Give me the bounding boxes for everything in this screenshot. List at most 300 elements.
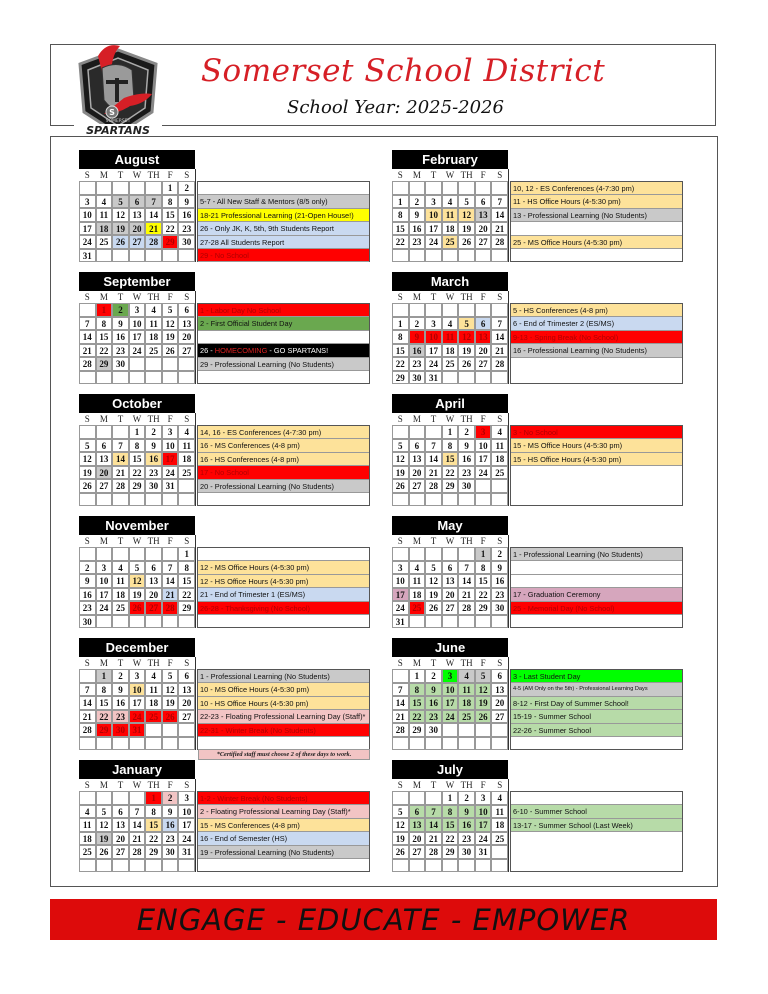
day-cell: 21 xyxy=(79,710,96,724)
spartan-helmet-icon xyxy=(68,42,168,140)
week-row xyxy=(392,195,508,209)
day-cell xyxy=(79,669,96,683)
day-cell: 10 xyxy=(129,683,146,697)
day-cell: 3 xyxy=(392,561,409,575)
day-cell: 12 xyxy=(96,818,113,832)
day-cell xyxy=(96,425,113,439)
footer-banner xyxy=(50,899,717,940)
week-row xyxy=(79,479,195,493)
day-cell: 30 xyxy=(178,235,195,249)
day-cell: 10 xyxy=(178,805,195,819)
weekday-label: TH xyxy=(460,658,473,668)
event-note: 19 - Professional Learning (No Students) xyxy=(198,846,369,859)
day-cell: 18 xyxy=(112,588,129,602)
month-title: July xyxy=(392,760,508,779)
day-cell: 25 xyxy=(442,357,459,371)
day-cell xyxy=(178,479,195,493)
week-row xyxy=(392,357,508,371)
day-cell: 28 xyxy=(392,723,409,737)
day-cell: 10 xyxy=(96,574,113,588)
day-cell: 21 xyxy=(112,466,129,480)
day-cell: 9 xyxy=(145,439,162,453)
day-cell: 6 xyxy=(129,195,146,209)
day-cell xyxy=(162,547,179,561)
day-cell: 20 xyxy=(129,222,146,236)
day-cell: 8 xyxy=(145,805,162,819)
day-cell xyxy=(129,737,146,751)
weekday-label: M xyxy=(99,170,108,180)
weekday-label: T xyxy=(117,170,124,180)
day-cell: 10 xyxy=(425,330,442,344)
day-cell: 27 xyxy=(129,235,146,249)
month-notes xyxy=(197,181,370,262)
event-note: 21 - End of Trimester 1 (ES/MS) xyxy=(198,588,369,601)
day-cell xyxy=(425,181,442,195)
day-cell: 2 xyxy=(491,547,508,561)
note-empty xyxy=(511,792,682,805)
day-cell: 21 xyxy=(129,832,146,846)
event-note: 2 - Floating Professional Learning Day (Staff)* xyxy=(198,805,369,818)
weekday-header xyxy=(392,169,508,181)
day-cell: 8 xyxy=(442,439,459,453)
day-cell: 25 xyxy=(145,344,162,358)
day-cell: 20 xyxy=(442,588,459,602)
day-cell xyxy=(112,547,129,561)
day-cell: 2 xyxy=(178,181,195,195)
day-cell: 12 xyxy=(162,683,179,697)
day-cell xyxy=(178,371,195,385)
day-cell: 20 xyxy=(178,696,195,710)
day-cell: 2 xyxy=(112,669,129,683)
weekday-label: M xyxy=(412,658,421,668)
day-cell xyxy=(442,547,459,561)
month-notes xyxy=(510,669,683,750)
day-cell: 2 xyxy=(425,669,442,683)
month-january xyxy=(79,760,379,878)
day-cell xyxy=(409,791,426,805)
day-cell xyxy=(112,371,129,385)
day-cell xyxy=(491,371,508,385)
weekday-label: S xyxy=(397,170,403,180)
weekday-label: T xyxy=(117,780,124,790)
week-row xyxy=(392,425,508,439)
day-cell: 4 xyxy=(79,805,96,819)
day-cell: 27 xyxy=(475,235,492,249)
day-cell xyxy=(96,371,113,385)
event-note: 6 - End of Trimester 2 (ES/MS) xyxy=(511,317,682,330)
weekday-label: S xyxy=(397,658,403,668)
day-cell: 10 xyxy=(475,805,492,819)
day-cell: 12 xyxy=(475,683,492,697)
day-cell: 5 xyxy=(162,669,179,683)
weekday-label: M xyxy=(412,780,421,790)
day-cell: 27 xyxy=(409,845,426,859)
week-row xyxy=(392,479,508,493)
weekday-label: F xyxy=(167,780,173,790)
day-cell: 12 xyxy=(79,452,96,466)
day-cell xyxy=(442,859,459,873)
day-cell: 1 xyxy=(96,669,113,683)
day-cell: 3 xyxy=(162,425,179,439)
day-cell xyxy=(425,859,442,873)
weekday-label: S xyxy=(397,780,403,790)
day-cell xyxy=(129,493,146,507)
day-cell: 2 xyxy=(162,791,179,805)
week-row xyxy=(79,832,195,846)
weekday-label: S xyxy=(397,536,403,546)
day-cell xyxy=(491,493,508,507)
day-cell: 18 xyxy=(178,452,195,466)
event-note: 18-21 Professional Learning (21-Open House!) xyxy=(198,209,369,222)
day-cell xyxy=(112,249,129,263)
weekday-header xyxy=(79,779,195,791)
weekday-label: S xyxy=(497,658,503,668)
day-cell xyxy=(392,249,409,263)
day-cell: 28 xyxy=(79,357,96,371)
weekday-label: F xyxy=(167,414,173,424)
day-cell: 21 xyxy=(79,344,96,358)
weekday-label: M xyxy=(99,536,108,546)
day-cell: 31 xyxy=(425,371,442,385)
event-note: 29 - Professional Learning (No Students) xyxy=(198,358,369,371)
day-cell: 8 xyxy=(96,317,113,331)
month-grid xyxy=(79,779,196,872)
weekday-label: TH xyxy=(147,292,160,302)
event-note: 5 - HS Conferences (4-8 pm) xyxy=(511,304,682,317)
weekday-label: S xyxy=(184,292,190,302)
day-cell: 25 xyxy=(491,466,508,480)
week-row xyxy=(79,466,195,480)
day-cell: 8 xyxy=(475,561,492,575)
week-row xyxy=(79,818,195,832)
week-row xyxy=(392,696,508,710)
event-note: 20 - Professional Learning (No Students) xyxy=(198,480,369,493)
note-empty xyxy=(198,182,369,195)
week-row xyxy=(392,615,508,629)
day-cell: 13 xyxy=(96,452,113,466)
day-cell: 14 xyxy=(491,208,508,222)
day-cell: 24 xyxy=(442,710,459,724)
week-row xyxy=(392,710,508,724)
day-cell: 18 xyxy=(409,588,426,602)
day-cell: 27 xyxy=(178,344,195,358)
week-row xyxy=(79,601,195,615)
day-cell: 3 xyxy=(129,669,146,683)
day-cell: 13 xyxy=(475,208,492,222)
day-cell: 11 xyxy=(458,683,475,697)
day-cell: 13 xyxy=(145,574,162,588)
day-cell xyxy=(442,737,459,751)
day-cell: 24 xyxy=(178,832,195,846)
weekday-label: S xyxy=(184,414,190,424)
weekday-label: S xyxy=(497,170,503,180)
day-cell: 17 xyxy=(425,222,442,236)
day-cell: 4 xyxy=(145,303,162,317)
day-cell: 3 xyxy=(442,669,459,683)
day-cell xyxy=(129,249,146,263)
day-cell xyxy=(145,723,162,737)
event-note: 16 - Professional Learning (No Students) xyxy=(511,344,682,357)
day-cell xyxy=(475,303,492,317)
day-cell: 28 xyxy=(425,845,442,859)
weekday-label: T xyxy=(430,414,437,424)
day-cell: 17 xyxy=(475,452,492,466)
day-cell: 16 xyxy=(458,818,475,832)
day-cell: 16 xyxy=(425,696,442,710)
december-footnote: *Certified staff must choose 2 of these days to work. xyxy=(198,749,370,760)
day-cell xyxy=(96,737,113,751)
day-cell: 23 xyxy=(409,235,426,249)
month-title: April xyxy=(392,394,508,413)
day-cell: 23 xyxy=(425,710,442,724)
week-row xyxy=(392,588,508,602)
day-cell: 7 xyxy=(79,683,96,697)
day-cell: 7 xyxy=(425,439,442,453)
day-cell: 6 xyxy=(96,439,113,453)
week-row xyxy=(392,439,508,453)
day-cell: 29 xyxy=(178,601,195,615)
day-cell: 25 xyxy=(178,466,195,480)
day-cell: 24 xyxy=(475,466,492,480)
day-cell xyxy=(392,791,409,805)
day-cell: 22 xyxy=(392,235,409,249)
day-cell: 3 xyxy=(178,791,195,805)
day-cell xyxy=(129,181,146,195)
event-note: 1 - Professional Learning (No Students) xyxy=(198,670,369,683)
weekday-label: T xyxy=(430,780,437,790)
event-note: 14, 16 - ES Conferences (4-7:30 pm) xyxy=(198,426,369,439)
day-cell: 6 xyxy=(409,805,426,819)
month-grid xyxy=(79,291,196,384)
weekday-label: W xyxy=(132,170,142,180)
event-note: 26-28 - Thanksgiving (No School) xyxy=(198,602,369,615)
day-cell: 17 xyxy=(178,818,195,832)
day-cell: 22 xyxy=(442,832,459,846)
weekday-label: T xyxy=(117,536,124,546)
day-cell xyxy=(178,357,195,371)
day-cell xyxy=(458,249,475,263)
day-cell xyxy=(79,371,96,385)
day-cell: 9 xyxy=(409,208,426,222)
day-cell: 4 xyxy=(409,561,426,575)
day-cell xyxy=(442,615,459,629)
day-cell: 8 xyxy=(392,330,409,344)
day-cell: 19 xyxy=(475,696,492,710)
month-june xyxy=(392,638,692,756)
weekday-label: T xyxy=(430,658,437,668)
event-note: 17 - No School xyxy=(198,466,369,479)
day-cell xyxy=(96,249,113,263)
day-cell: 29 xyxy=(392,371,409,385)
day-cell: 12 xyxy=(162,317,179,331)
weekday-label: S xyxy=(497,536,503,546)
weekday-label: S xyxy=(84,170,90,180)
week-row xyxy=(392,561,508,575)
week-row xyxy=(79,710,195,724)
day-cell: 20 xyxy=(475,344,492,358)
weekday-label: W xyxy=(132,292,142,302)
day-cell: 4 xyxy=(96,195,113,209)
day-cell: 6 xyxy=(475,195,492,209)
day-cell xyxy=(409,547,426,561)
day-cell: 1 xyxy=(409,669,426,683)
week-row xyxy=(392,723,508,737)
day-cell: 15 xyxy=(178,574,195,588)
day-cell: 11 xyxy=(409,574,426,588)
week-row xyxy=(392,222,508,236)
weekday-label: W xyxy=(445,658,455,668)
day-cell xyxy=(475,181,492,195)
day-cell: 27 xyxy=(112,845,129,859)
day-cell xyxy=(79,859,96,873)
event-note: 11 - HS Office Hours (4-5:30 pm) xyxy=(511,195,682,208)
week-row xyxy=(79,574,195,588)
weekday-header xyxy=(392,657,508,669)
week-row xyxy=(79,615,195,629)
day-cell: 23 xyxy=(162,832,179,846)
day-cell: 22 xyxy=(145,832,162,846)
month-title: January xyxy=(79,760,195,779)
month-grid xyxy=(392,779,509,872)
event-note: 26 - HOMECOMING - GO SPARTANS! xyxy=(198,344,369,357)
day-cell: 15 xyxy=(392,344,409,358)
weekday-label: TH xyxy=(460,414,473,424)
event-note: 16 - MS Conferences (4-8 pm) xyxy=(198,439,369,452)
weekday-label: T xyxy=(117,292,124,302)
week-row xyxy=(79,737,195,751)
day-cell: 5 xyxy=(392,805,409,819)
weekday-label: F xyxy=(480,170,486,180)
day-cell xyxy=(162,493,179,507)
week-row xyxy=(79,723,195,737)
week-row xyxy=(392,371,508,385)
weekday-label: W xyxy=(445,292,455,302)
day-cell xyxy=(145,737,162,751)
day-cell: 29 xyxy=(442,845,459,859)
day-cell: 17 xyxy=(425,344,442,358)
week-row xyxy=(392,683,508,697)
day-cell: 29 xyxy=(409,723,426,737)
month-title: May xyxy=(392,516,508,535)
day-cell: 22 xyxy=(409,710,426,724)
day-cell: 29 xyxy=(475,601,492,615)
week-row xyxy=(79,683,195,697)
week-row xyxy=(392,737,508,751)
day-cell xyxy=(491,303,508,317)
day-cell: 27 xyxy=(475,357,492,371)
week-row xyxy=(392,845,508,859)
weekday-label: F xyxy=(167,170,173,180)
day-cell: 3 xyxy=(129,303,146,317)
day-cell xyxy=(96,791,113,805)
day-cell xyxy=(491,737,508,751)
day-cell xyxy=(458,303,475,317)
day-cell: 26 xyxy=(96,845,113,859)
day-cell xyxy=(178,723,195,737)
event-note: 5-7 - All New Staff & Mentors (8/5 only) xyxy=(198,195,369,208)
day-cell xyxy=(475,615,492,629)
day-cell: 16 xyxy=(178,208,195,222)
day-cell: 23 xyxy=(409,357,426,371)
day-cell: 18 xyxy=(145,696,162,710)
day-cell: 30 xyxy=(145,479,162,493)
weekday-label: W xyxy=(445,780,455,790)
day-cell: 14 xyxy=(392,696,409,710)
day-cell xyxy=(129,547,146,561)
day-cell: 26 xyxy=(112,235,129,249)
month-title: October xyxy=(79,394,195,413)
day-cell: 25 xyxy=(458,710,475,724)
month-grid xyxy=(79,413,196,506)
day-cell xyxy=(409,425,426,439)
week-row xyxy=(79,208,195,222)
day-cell xyxy=(96,547,113,561)
day-cell: 25 xyxy=(491,832,508,846)
day-cell: 21 xyxy=(425,832,442,846)
month-notes xyxy=(197,547,370,628)
day-cell: 28 xyxy=(79,723,96,737)
week-row xyxy=(392,344,508,358)
day-cell: 5 xyxy=(458,317,475,331)
day-cell: 13 xyxy=(442,574,459,588)
day-cell: 19 xyxy=(425,588,442,602)
weekday-label: M xyxy=(412,170,421,180)
day-cell: 25 xyxy=(442,235,459,249)
week-row xyxy=(392,208,508,222)
day-cell: 12 xyxy=(458,330,475,344)
weekday-label: M xyxy=(412,414,421,424)
day-cell: 9 xyxy=(112,317,129,331)
day-cell: 25 xyxy=(96,235,113,249)
day-cell: 4 xyxy=(178,425,195,439)
day-cell xyxy=(425,493,442,507)
event-note: 10 - MS Office Hours (4-5:30 pm) xyxy=(198,683,369,696)
day-cell xyxy=(79,303,96,317)
week-row xyxy=(79,791,195,805)
day-cell xyxy=(79,737,96,751)
day-cell: 13 xyxy=(112,818,129,832)
weekday-header xyxy=(79,291,195,303)
day-cell: 23 xyxy=(79,601,96,615)
day-cell: 19 xyxy=(392,832,409,846)
day-cell: 22 xyxy=(475,588,492,602)
day-cell: 28 xyxy=(425,479,442,493)
day-cell: 17 xyxy=(392,588,409,602)
month-title: November xyxy=(79,516,195,535)
day-cell: 25 xyxy=(79,845,96,859)
weekday-label: S xyxy=(497,414,503,424)
day-cell: 21 xyxy=(145,222,162,236)
day-cell: 30 xyxy=(491,601,508,615)
day-cell xyxy=(475,371,492,385)
weekday-label: TH xyxy=(460,292,473,302)
day-cell: 7 xyxy=(458,561,475,575)
svg-text:SPARTANS: SPARTANS xyxy=(86,124,150,137)
event-note: 22-23 - Floating Professional Learning Day (Staff)* xyxy=(198,710,369,723)
day-cell: 7 xyxy=(491,195,508,209)
day-cell: 9 xyxy=(409,330,426,344)
day-cell: 30 xyxy=(112,723,129,737)
weekday-label: TH xyxy=(147,536,160,546)
weekday-label: S xyxy=(497,780,503,790)
day-cell: 13 xyxy=(178,683,195,697)
week-row xyxy=(392,832,508,846)
event-note: 6-10 - Summer School xyxy=(511,805,682,818)
day-cell: 28 xyxy=(112,479,129,493)
day-cell: 1 xyxy=(392,317,409,331)
day-cell: 26 xyxy=(392,479,409,493)
day-cell: 10 xyxy=(79,208,96,222)
